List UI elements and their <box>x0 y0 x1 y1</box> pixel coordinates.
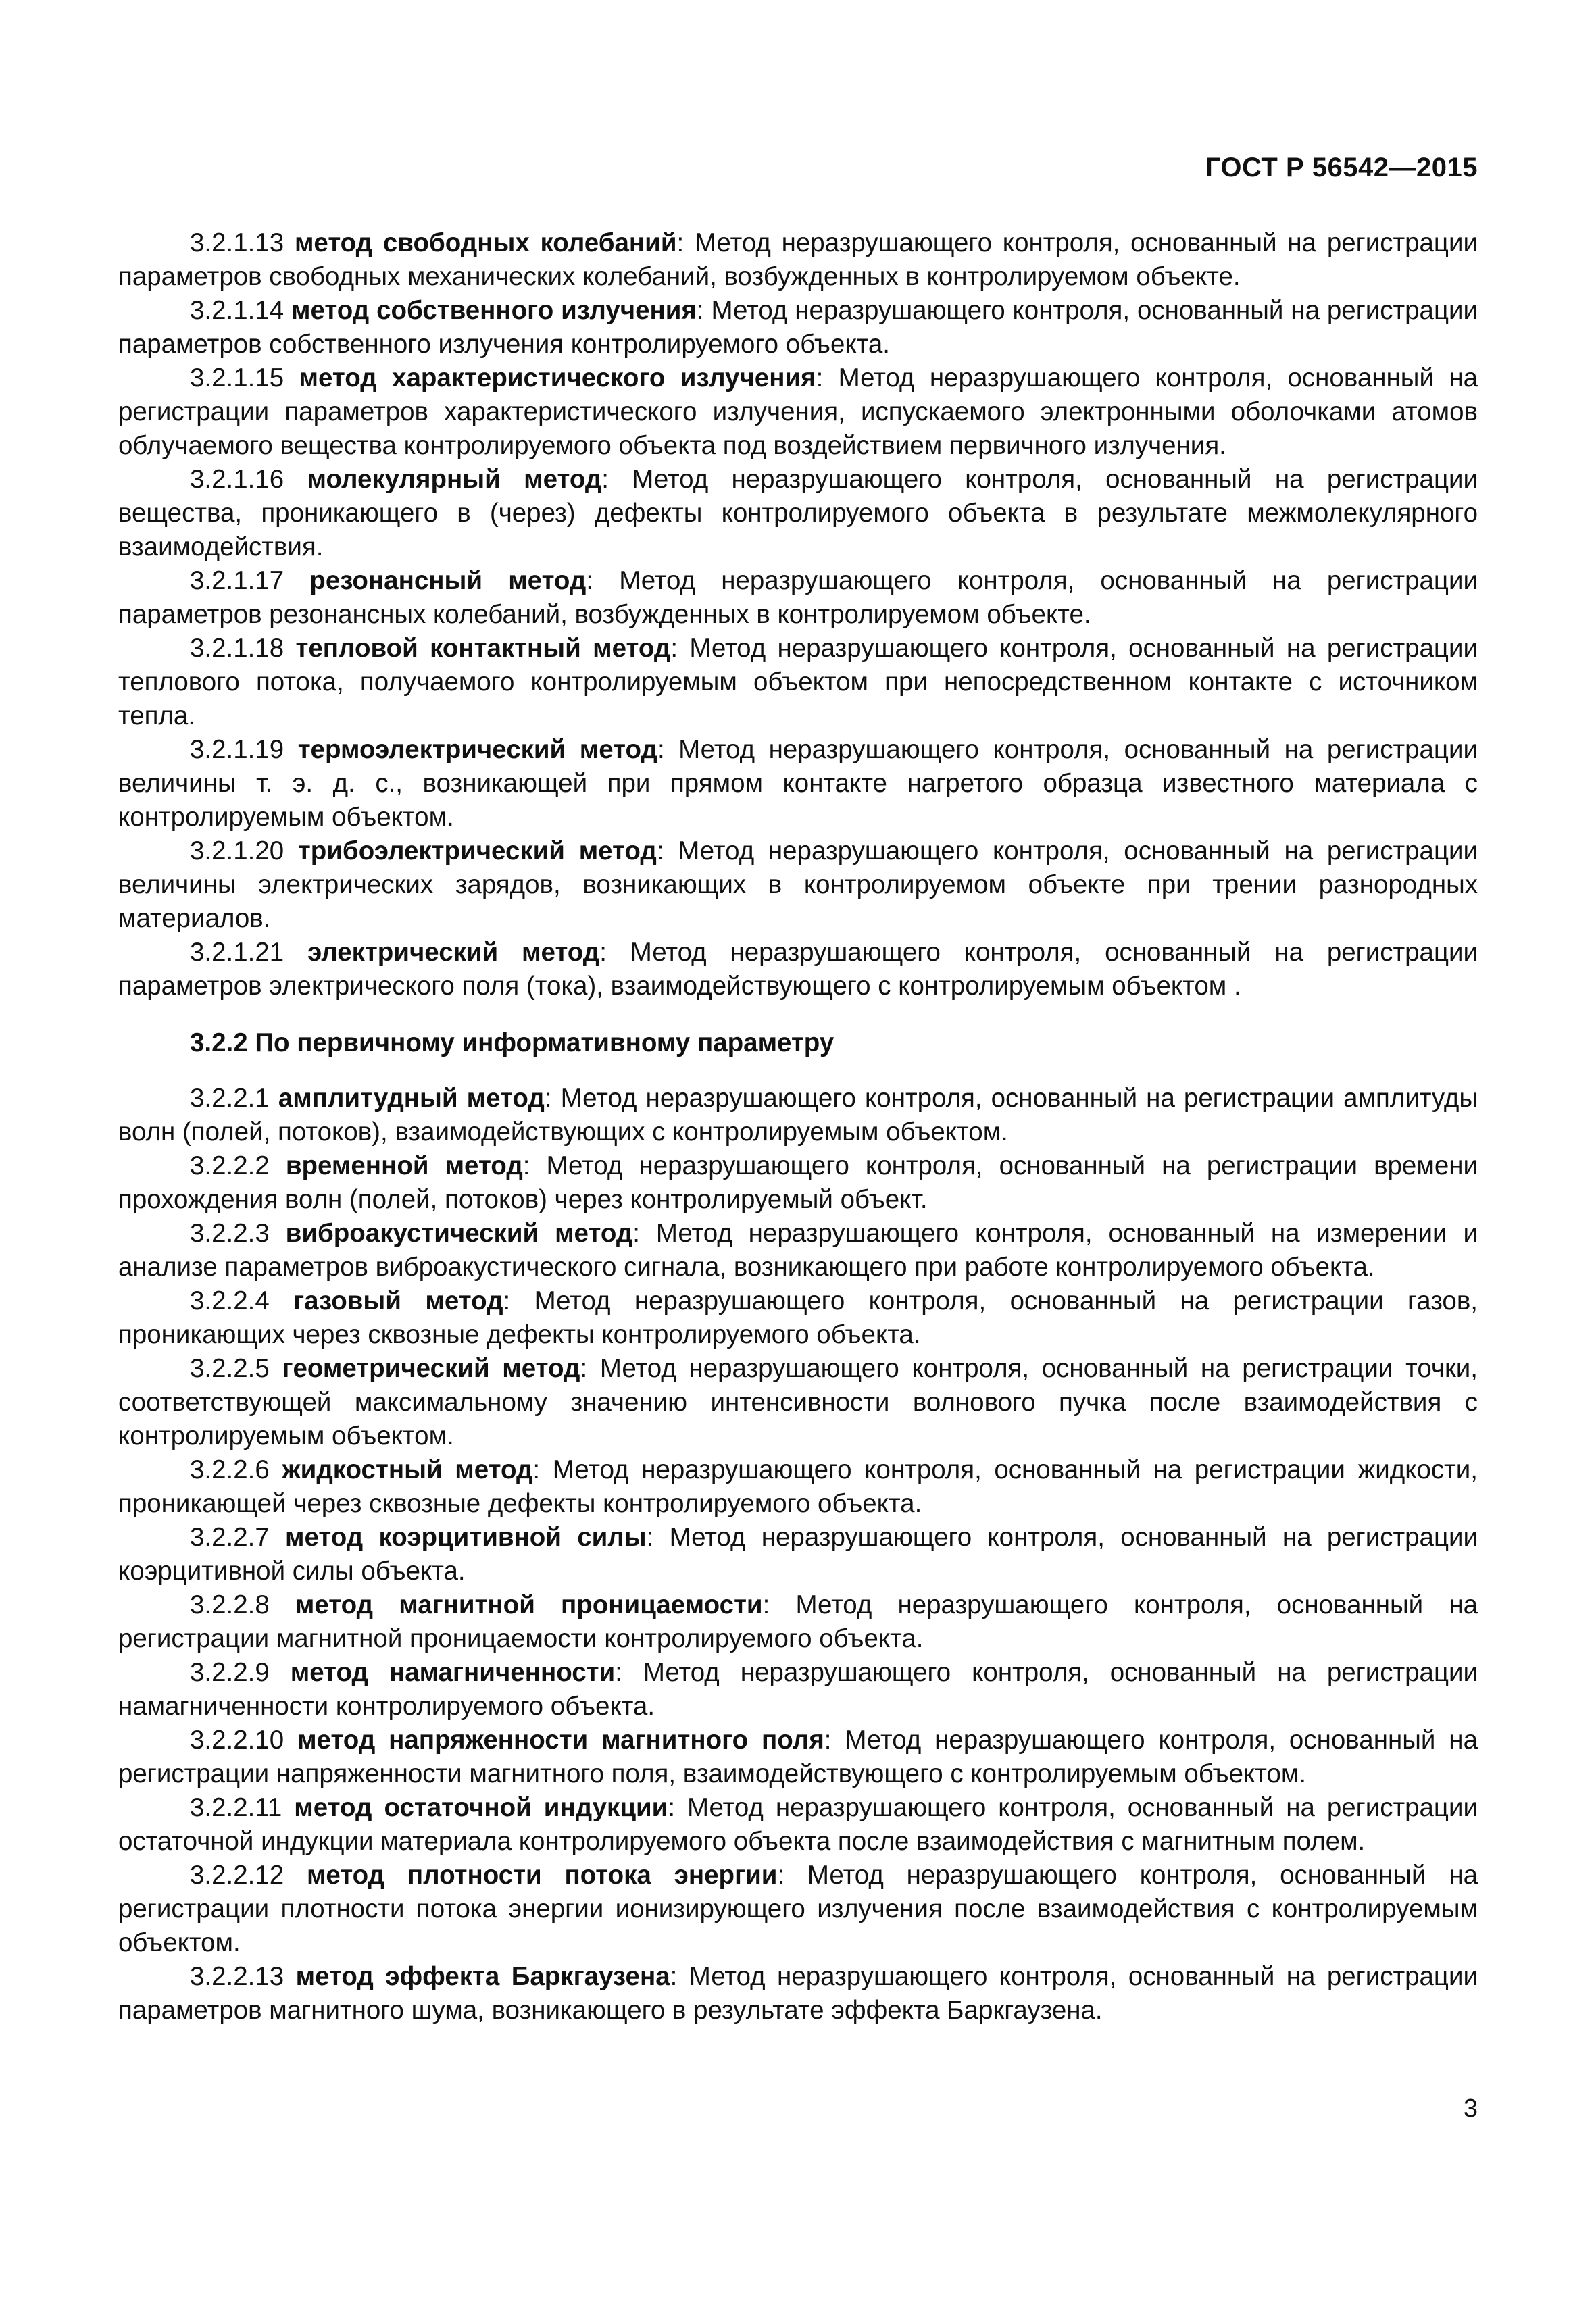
entry-term: метод остаточной индукции <box>294 1793 668 1822</box>
term-entry <box>118 1149 1478 1217</box>
entry-number: 3.2.2.13 <box>190 1962 284 1991</box>
entries-section-3-2-1 <box>118 226 1478 1003</box>
term-entry <box>118 1859 1478 1960</box>
entry-number: 3.2.1.14 <box>190 296 284 325</box>
entry-term: метод эффекта Баркгаузена <box>295 1962 670 1991</box>
term-entry <box>118 632 1478 733</box>
term-entry <box>118 1656 1478 1724</box>
term-entry <box>118 936 1478 1003</box>
entry-term: метод характеристического излучения <box>299 363 816 393</box>
entry-number: 3.2.2.4 <box>190 1286 270 1315</box>
entry-definition: : Метод неразрушающего контроля, основанный на регистрации напряженности магнитного поля, взаимодействующего с контролируемым объектом. <box>118 1726 1478 1788</box>
entry-definition: : Метод неразрушающего контроля, основанный на регистрации параметров магнитного шума, возникающего в результате эффекта Баркгаузена. <box>118 1962 1478 2025</box>
entry-definition: : Метод неразрушающего контроля, основанный на регистрации магнитной проницаемости контролируемого объекта. <box>118 1590 1478 1653</box>
entry-term: метод свободных колебаний <box>294 228 677 257</box>
entry-number: 3.2.2.5 <box>190 1354 270 1383</box>
entry-term: метод плотности потока энергии <box>306 1861 778 1890</box>
entry-number: 3.2.1.16 <box>190 465 284 494</box>
entry-number: 3.2.1.21 <box>190 938 284 967</box>
term-entry <box>118 294 1478 361</box>
entry-definition: : Метод неразрушающего контроля, основанный на регистрации теплового потока, получаемого контролируемым объектом при непосредственном контакте с источником тепла. <box>118 634 1478 730</box>
entry-definition: : Метод неразрушающего контроля, основанный на измерении и анализе параметров виброакустического сигнала, возникающего при работе контролируемого объекта. <box>118 1219 1478 1282</box>
entry-term: виброакустический метод <box>285 1219 633 1248</box>
term-entry <box>118 564 1478 632</box>
entry-definition: : Метод неразрушающего контроля, основанный на регистрации параметров характеристического излучения, испускаемого электронными оболочками атомов облучаемого вещества контролируемого объекта под воздействием первичного излучения. <box>118 363 1478 460</box>
entry-definition: : Метод неразрушающего контроля, основанный на регистрации амплитуды волн (полей, потоков), взаимодействующих с контролируемым объектом. <box>118 1084 1478 1147</box>
term-entry <box>118 834 1478 936</box>
entry-number: 3.2.1.18 <box>190 634 284 663</box>
entry-definition: : Метод неразрушающего контроля, основанный на регистрации параметров свободных механических колебаний, возбужденных в контролируемом объекте. <box>118 228 1478 291</box>
entry-number: 3.2.2.8 <box>190 1590 270 1619</box>
entry-definition: : Метод неразрушающего контроля, основанный на регистрации жидкости, проникающей через сквозные дефекты контролируемого объекта. <box>118 1455 1478 1518</box>
term-entry <box>118 1284 1478 1352</box>
entry-term: молекулярный метод <box>307 465 602 494</box>
entry-definition: : Метод неразрушающего контроля, основанный на регистрации намагниченности контролируемого объекта. <box>118 1658 1478 1721</box>
entry-term: резонансный метод <box>309 566 587 595</box>
entry-number: 3.2.1.17 <box>190 566 284 595</box>
entry-number: 3.2.1.20 <box>190 836 284 865</box>
entry-definition: : Метод неразрушающего контроля, основанный на регистрации остаточной индукции материала контролируемого объекта после взаимодействия с магнитным полем. <box>118 1793 1478 1856</box>
term-entry <box>118 1521 1478 1588</box>
term-entry <box>118 1217 1478 1284</box>
entry-number: 3.2.2.10 <box>190 1726 284 1755</box>
document-code: ГОСТ Р 56542—2015 <box>1205 153 1478 182</box>
entry-term: геометрический метод <box>282 1354 580 1383</box>
term-entry <box>118 1791 1478 1859</box>
entry-definition: : Метод неразрушающего контроля, основанный на регистрации вещества, проникающего в (через) дефекты контролируемого объекта в результате межмолекулярного взаимодействия. <box>118 465 1478 561</box>
entry-term: временной метод <box>285 1151 523 1180</box>
entry-definition: : Метод неразрушающего контроля, основанный на регистрации газов, проникающих через сквозные дефекты контролируемого объекта. <box>118 1286 1478 1349</box>
entry-term: метод намагниченности <box>290 1658 616 1687</box>
entry-term: метод напряженности магнитного поля <box>297 1726 824 1755</box>
entry-number: 3.2.1.19 <box>190 735 284 764</box>
term-entry <box>118 1960 1478 2028</box>
entry-term: термоэлектрический метод <box>297 735 657 764</box>
entry-term: амплитудный метод <box>278 1084 545 1113</box>
entry-term: трибоэлектрический метод <box>297 836 657 865</box>
entry-definition: : Метод неразрушающего контроля, основанный на регистрации параметров электрического поля (тока), взаимодействующего с контролируемым объектом . <box>118 938 1478 1001</box>
entries-section-3-2-2 <box>118 1082 1478 2028</box>
document-body <box>118 226 1478 2028</box>
entry-term: метод коэрцитивной силы <box>285 1523 647 1552</box>
entry-definition: : Метод неразрушающего контроля, основанный на регистрации плотности потока энергии ионизирующего излучения после взаимодействия с контролируемым объектом. <box>118 1861 1478 1957</box>
entry-term: метод магнитной проницаемости <box>295 1590 763 1619</box>
entry-number: 3.2.2.7 <box>190 1523 270 1552</box>
term-entry <box>118 361 1478 463</box>
entry-definition: : Метод неразрушающего контроля, основанный на регистрации точки, соответствующей максимальному значению интенсивности волнового пучка после взаимодействия с контролируемым объектом. <box>118 1354 1478 1451</box>
entry-term: метод собственного излучения <box>291 296 697 325</box>
entry-number: 3.2.2.11 <box>190 1793 282 1822</box>
entry-definition: : Метод неразрушающего контроля, основанный на регистрации величины т. э. д. с., возникающей при прямом контакте нагретого образца известного материала с контролируемым объектом. <box>118 735 1478 832</box>
entry-number: 3.2.2.2 <box>190 1151 270 1180</box>
entry-definition: : Метод неразрушающего контроля, основанный на регистрации величины электрических зарядов, возникающих в контролируемом объекте при трении разнородных материалов. <box>118 836 1478 933</box>
entry-number: 3.2.1.13 <box>190 228 284 257</box>
entry-definition: : Метод неразрушающего контроля, основанный на регистрации коэрцитивной силы объекта. <box>118 1523 1478 1586</box>
term-entry <box>118 1724 1478 1791</box>
entry-number: 3.2.1.15 <box>190 363 284 393</box>
term-entry <box>118 1352 1478 1453</box>
term-entry <box>118 226 1478 294</box>
entry-number: 3.2.2.9 <box>190 1658 270 1687</box>
entry-term: тепловой контактный метод <box>295 634 671 663</box>
entry-definition: : Метод неразрушающего контроля, основанный на регистрации параметров резонансных колебаний, возбужденных в контролируемом объекте. <box>118 566 1478 629</box>
term-entry <box>118 463 1478 564</box>
page-number: 3 <box>1463 2094 1478 2123</box>
term-entry <box>118 1082 1478 1149</box>
entry-number: 3.2.2.1 <box>190 1084 270 1113</box>
section-heading: 3.2.2 По первичному информативному параметру <box>190 1028 834 1057</box>
term-entry <box>118 1453 1478 1521</box>
term-entry <box>118 1588 1478 1656</box>
entry-number: 3.2.2.3 <box>190 1219 270 1248</box>
entry-term: жидкостный метод <box>282 1455 533 1484</box>
entry-number: 3.2.2.12 <box>190 1861 284 1890</box>
entry-term: газовый метод <box>293 1286 503 1315</box>
term-entry <box>118 733 1478 834</box>
entry-term: электрический метод <box>307 938 600 967</box>
entry-definition: : Метод неразрушающего контроля, основанный на регистрации времени прохождения волн (полей, потоков) через контролируемый объект. <box>118 1151 1478 1214</box>
entry-number: 3.2.2.6 <box>190 1455 270 1484</box>
entry-definition: : Метод неразрушающего контроля, основанный на регистрации параметров собственного излучения контролируемого объекта. <box>118 296 1478 359</box>
